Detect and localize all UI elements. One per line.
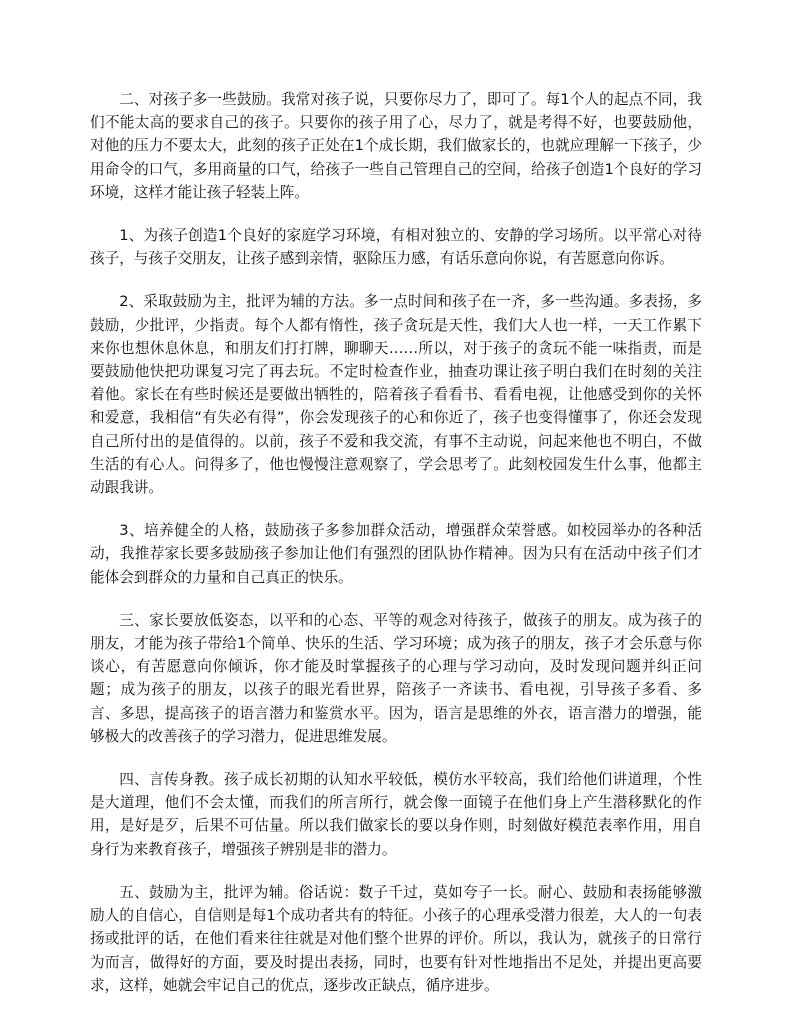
paragraph-praise-method: 2、采取鼓励为主，批评为辅的方法。多一点时间和孩子在一齐，多一些沟通。多表扬，多鼓励，少批评，少指责。每个人都有惰性，孩子贪玩是天性，我们大人也一样，一天工作累下来你也想休息休息，和朋友们打打牌，聊聊天……所以，对于孩子的贪玩不能一味指责，而是要鼓励他快把功课复习完了再去玩。不定时检查作业，抽查功课让孩子明白我们在时刻的关注着他。家长在有些时候还是要做出牺牲的，陪着孩子看看书、看看电视，让他感受到你的关怀和爱意，我相信“有失必有得”，你会发现孩子的心和你近了，孩子也变得懂事了，你还会发现自己所付出的是值得的。以前，孩子不爱和我交流，有事不主动说，问起来他也不明白，不做生活的有心人。问得多了，他也慢慢注意观察了，学会思考了。此刻校园发生什么事，他都主动跟我讲。	[90, 293, 702, 497]
paragraph-encouragement: 二、对孩子多一些鼓励。我常对孩子说，只要你尽力了，即可了。每1个人的起点不同，我们不能太高的要求自己的孩子。只要你的孩子用了心，尽力了，就是考得不好，也要鼓励他，对他的压力不要太大，此刻的孩子正处在1个成长期，我们做家长的，也就应理解一下孩子，少用命令的口气，多用商量的口气，给孩子一些自己管理自己的空间，给孩子创造1个良好的学习环境，这样才能让孩子轻装上阵。	[90, 91, 702, 201]
paragraph-encourage-first: 五、鼓励为主，批评为辅。俗话说：数子千过，莫如夸子一长。耐心、鼓励和表扬能够激励人的自信心，自信则是每1个成功者共有的特征。小孩子的心理承受潜力很差，大人的一句表扬或批评的话，在他们看来往往就是对他们整个世界的评价。所以，我认为，就孩子的日常行为而言，做得好的方面，要及时提出表扬，同时，也要有针对性地指出不足处，并提出更高要求，这样，她就会牢记自己的优点，逐步改正缺点，循序进步。	[90, 883, 702, 994]
paragraph-home-environment: 1、为孩子创造1个良好的家庭学习环境，有相对独立的、安静的学习场所。以平常心对待孩子，与孩子交朋友，让孩子感到亲情，驱除压力感，有话乐意向你说，有苦愿意向你诉。	[90, 227, 702, 268]
paragraph-group-activities: 3、培养健全的人格，鼓励孩子多参加群众活动，增强群众荣誉感。如校园举办的各种活动，我推荐家长要多鼓励孩子参加让他们有强烈的团队协作精神。因为只有在活动中孩子们才能体会到群众的力量和自己真正的快乐。	[90, 522, 702, 586]
paragraph-lead-by-example: 四、言传身教。孩子成长初期的认知水平较低，模仿水平较高，我们给他们讲道理，个性是大道理，他们不会太懂，而我们的所言所行，就会像一面镜子在他们身上产生潜移默化的作用，是好是歹，后果不可估量。所以我们做家长的要以身作则，时刻做好模范表率作用，用自身行为来教育孩子，增强孩子辨别是非的潜力。	[90, 771, 702, 858]
document-body	[90, 88, 702, 1017]
paragraph-be-friends: 三、家长要放低姿态，以平和的心态、平等的观念对待孩子，做孩子的朋友。成为孩子的朋友，才能为孩子带给1个简单、快乐的生活、学习环境；成为孩子的朋友，孩子才会乐意与你谈心，有苦愿意向你倾诉，你才能及时掌握孩子的心理与学习动向，及时发现问题并纠正问题；成为孩子的朋友，以孩子的眼光看世界，陪孩子一齐读书、看电视，引导孩子多看、多言、多思，提高孩子的语言潜力和鉴赏水平。因为，语言是思维的外衣，语言潜力的增强，能够极大的改善孩子的学习潜力，促进思维发展。	[90, 611, 702, 745]
